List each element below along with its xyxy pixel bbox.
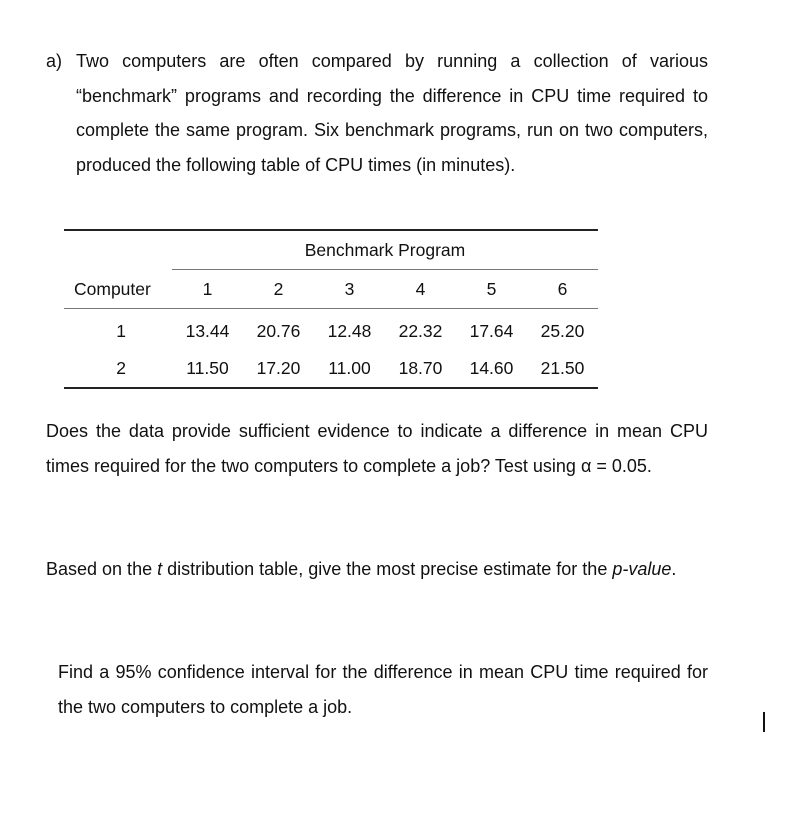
table-row xyxy=(64,313,598,350)
column-header: 6 xyxy=(557,278,568,299)
table-cell: 12.48 xyxy=(327,321,372,341)
question-a xyxy=(46,44,708,182)
row-label: 1 xyxy=(116,321,126,341)
table-cell: 20.76 xyxy=(256,321,301,341)
question-pvalue: Based on the t distribution table, give the most precise estimate for the p-value. xyxy=(46,559,677,579)
row-label: 2 xyxy=(116,358,126,378)
table-bottom-rule xyxy=(64,387,598,389)
column-header-rule xyxy=(64,308,598,309)
cpu-times-table xyxy=(64,229,598,389)
row-header-computer: Computer xyxy=(74,278,151,299)
question-label: a) xyxy=(46,51,63,71)
question-a-text: Two computers are often compared by running a collection of various “benchmark” programs and recording the difference in CPU time required to complete the same program. Six benchmark programs, run on two computers, produced the following table of CPU times (in minutes). xyxy=(76,51,708,175)
table-cell: 18.70 xyxy=(398,358,443,378)
text-cursor xyxy=(763,712,765,732)
table-cell: 11.50 xyxy=(186,358,229,378)
table-cell: 17.20 xyxy=(256,358,301,378)
column-header: 2 xyxy=(273,278,284,299)
table-cell: 14.60 xyxy=(469,358,514,378)
table-row xyxy=(64,350,598,387)
column-header: 5 xyxy=(486,278,497,299)
table-cell: 22.32 xyxy=(398,321,443,341)
column-header: 4 xyxy=(415,278,426,299)
question-ci xyxy=(46,655,708,724)
column-header: 1 xyxy=(202,278,213,299)
table-cell: 13.44 xyxy=(185,321,230,341)
question-test-text: Does the data provide sufficient evidence to indicate a difference in mean CPU times required for the two computers to complete a job? Test using α = 0.05. xyxy=(46,421,708,476)
table-cell: 25.20 xyxy=(540,321,585,341)
question-ci-text: Find a 95% confidence interval for the difference in mean CPU time required for the two computers to complete a job. xyxy=(58,662,708,717)
table-group-header-row xyxy=(64,231,598,269)
table-cell: 17.64 xyxy=(469,321,514,341)
column-header: 3 xyxy=(344,278,355,299)
table-cell: 21.50 xyxy=(540,358,585,378)
group-header-benchmark-program: Benchmark Program xyxy=(304,240,466,260)
table-column-header-row xyxy=(64,270,598,308)
table-cell: 11.00 xyxy=(328,358,371,378)
